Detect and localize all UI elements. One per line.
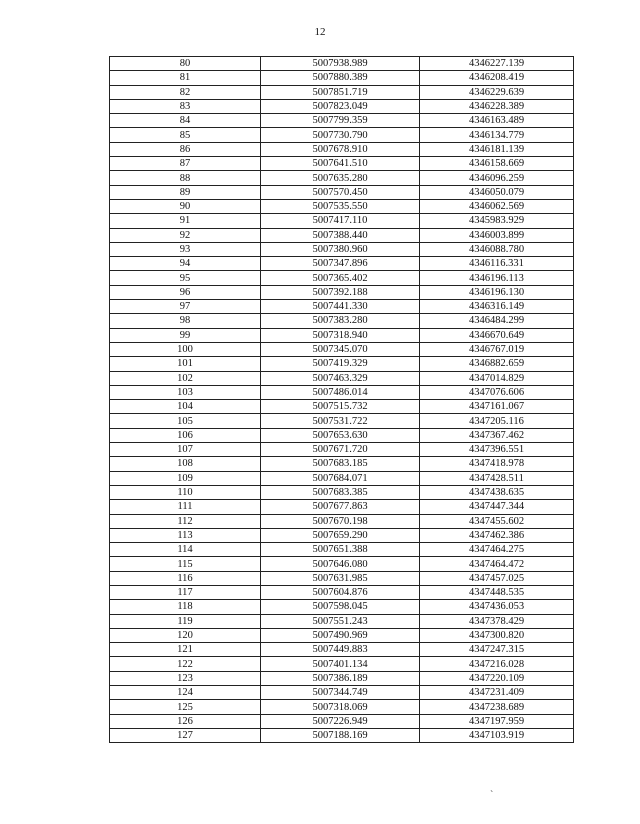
table-row — [110, 199, 574, 213]
x-coordinate-cell: 5007345.070 — [261, 342, 420, 356]
table-row — [110, 643, 574, 657]
table-row — [110, 457, 574, 471]
x-coordinate-cell: 5007799.359 — [261, 114, 420, 128]
point-number-cell: 82 — [110, 85, 261, 99]
point-number-cell: 80 — [110, 57, 261, 71]
point-number-cell: 101 — [110, 357, 261, 371]
point-number-cell: 107 — [110, 443, 261, 457]
y-coordinate-cell: 4347220.109 — [420, 671, 574, 685]
table-row — [110, 328, 574, 342]
point-number-cell: 120 — [110, 628, 261, 642]
table-row — [110, 357, 574, 371]
x-coordinate-cell: 5007598.045 — [261, 600, 420, 614]
y-coordinate-cell: 4346062.569 — [420, 199, 574, 213]
table-row — [110, 142, 574, 156]
y-coordinate-cell: 4347103.919 — [420, 728, 574, 742]
table-row — [110, 99, 574, 113]
x-coordinate-cell: 5007730.790 — [261, 128, 420, 142]
table-row — [110, 314, 574, 328]
point-number-cell: 110 — [110, 485, 261, 499]
table-row — [110, 114, 574, 128]
point-number-cell: 124 — [110, 686, 261, 700]
point-number-cell: 91 — [110, 214, 261, 228]
x-coordinate-cell: 5007678.910 — [261, 142, 420, 156]
y-coordinate-cell: 4347462.386 — [420, 528, 574, 542]
point-number-cell: 127 — [110, 728, 261, 742]
y-coordinate-cell: 4346316.149 — [420, 300, 574, 314]
y-coordinate-cell: 4346158.669 — [420, 157, 574, 171]
table-row — [110, 686, 574, 700]
point-number-cell: 87 — [110, 157, 261, 171]
point-number-cell: 119 — [110, 614, 261, 628]
table-row — [110, 242, 574, 256]
table-row — [110, 385, 574, 399]
x-coordinate-cell: 5007344.749 — [261, 686, 420, 700]
x-coordinate-cell: 5007684.071 — [261, 471, 420, 485]
table-row — [110, 57, 574, 71]
y-coordinate-cell: 4346181.139 — [420, 142, 574, 156]
table-row — [110, 71, 574, 85]
table-row — [110, 571, 574, 585]
y-coordinate-cell: 4347455.602 — [420, 514, 574, 528]
table-row — [110, 657, 574, 671]
y-coordinate-cell: 4346767.019 — [420, 342, 574, 356]
table-row — [110, 342, 574, 356]
x-coordinate-cell: 5007441.330 — [261, 300, 420, 314]
table-row — [110, 228, 574, 242]
y-coordinate-cell: 4346229.639 — [420, 85, 574, 99]
point-number-cell: 84 — [110, 114, 261, 128]
point-number-cell: 89 — [110, 185, 261, 199]
table-row — [110, 443, 574, 457]
footer-mark: ` — [490, 790, 494, 801]
y-coordinate-cell: 4347247.315 — [420, 643, 574, 657]
y-coordinate-cell: 4347076.606 — [420, 385, 574, 399]
y-coordinate-cell: 4346096.259 — [420, 171, 574, 185]
table-row — [110, 371, 574, 385]
y-coordinate-cell: 4347464.472 — [420, 557, 574, 571]
y-coordinate-cell: 4346670.649 — [420, 328, 574, 342]
point-number-cell: 121 — [110, 643, 261, 657]
y-coordinate-cell: 4347014.829 — [420, 371, 574, 385]
x-coordinate-cell: 5007659.290 — [261, 528, 420, 542]
y-coordinate-cell: 4347161.067 — [420, 400, 574, 414]
x-coordinate-cell: 5007401.134 — [261, 657, 420, 671]
point-number-cell: 83 — [110, 99, 261, 113]
point-number-cell: 86 — [110, 142, 261, 156]
point-number-cell: 111 — [110, 500, 261, 514]
x-coordinate-cell: 5007641.510 — [261, 157, 420, 171]
table-row — [110, 157, 574, 171]
point-number-cell: 88 — [110, 171, 261, 185]
x-coordinate-cell: 5007604.876 — [261, 585, 420, 599]
point-number-cell: 122 — [110, 657, 261, 671]
table-row — [110, 271, 574, 285]
x-coordinate-cell: 5007419.329 — [261, 357, 420, 371]
point-number-cell: 85 — [110, 128, 261, 142]
table-row — [110, 543, 574, 557]
x-coordinate-cell: 5007383.280 — [261, 314, 420, 328]
y-coordinate-cell: 4346050.079 — [420, 185, 574, 199]
point-number-cell: 96 — [110, 285, 261, 299]
point-number-cell: 123 — [110, 671, 261, 685]
y-coordinate-cell: 4347464.275 — [420, 543, 574, 557]
x-coordinate-cell: 5007463.329 — [261, 371, 420, 385]
table-row — [110, 514, 574, 528]
x-coordinate-cell: 5007851.719 — [261, 85, 420, 99]
table-row — [110, 428, 574, 442]
y-coordinate-cell: 4347438.635 — [420, 485, 574, 499]
point-number-cell: 102 — [110, 371, 261, 385]
y-coordinate-cell: 4346116.331 — [420, 257, 574, 271]
x-coordinate-cell: 5007388.440 — [261, 228, 420, 242]
x-coordinate-cell: 5007551.243 — [261, 614, 420, 628]
y-coordinate-cell: 4346882.659 — [420, 357, 574, 371]
y-coordinate-cell: 4347436.053 — [420, 600, 574, 614]
y-coordinate-cell: 4347238.689 — [420, 700, 574, 714]
page-number: 12 — [314, 26, 326, 38]
y-coordinate-cell: 4347457.025 — [420, 571, 574, 585]
point-number-cell: 103 — [110, 385, 261, 399]
y-coordinate-cell: 4346163.489 — [420, 114, 574, 128]
y-coordinate-cell: 4346003.899 — [420, 228, 574, 242]
x-coordinate-cell: 5007515.732 — [261, 400, 420, 414]
y-coordinate-cell: 4346088.780 — [420, 242, 574, 256]
table-row — [110, 714, 574, 728]
point-number-cell: 115 — [110, 557, 261, 571]
x-coordinate-cell: 5007683.185 — [261, 457, 420, 471]
y-coordinate-cell: 4345983.929 — [420, 214, 574, 228]
x-coordinate-cell: 5007318.940 — [261, 328, 420, 342]
y-coordinate-cell: 4347378.429 — [420, 614, 574, 628]
x-coordinate-cell: 5007226.949 — [261, 714, 420, 728]
x-coordinate-cell: 5007417.110 — [261, 214, 420, 228]
x-coordinate-cell: 5007671.720 — [261, 443, 420, 457]
point-number-cell: 116 — [110, 571, 261, 585]
point-number-cell: 113 — [110, 528, 261, 542]
point-number-cell: 112 — [110, 514, 261, 528]
point-number-cell: 106 — [110, 428, 261, 442]
table-row — [110, 614, 574, 628]
table-row — [110, 400, 574, 414]
table-row — [110, 485, 574, 499]
point-number-cell: 100 — [110, 342, 261, 356]
x-coordinate-cell: 5007535.550 — [261, 199, 420, 213]
y-coordinate-cell: 4346228.389 — [420, 99, 574, 113]
point-number-cell: 97 — [110, 300, 261, 314]
x-coordinate-cell: 5007631.985 — [261, 571, 420, 585]
point-number-cell: 93 — [110, 242, 261, 256]
table-row — [110, 585, 574, 599]
point-number-cell: 109 — [110, 471, 261, 485]
y-coordinate-cell: 4347367.462 — [420, 428, 574, 442]
y-coordinate-cell: 4346484.299 — [420, 314, 574, 328]
table-row — [110, 528, 574, 542]
coordinates-table-body — [110, 57, 574, 743]
y-coordinate-cell: 4347205.116 — [420, 414, 574, 428]
table-row — [110, 700, 574, 714]
table-row — [110, 414, 574, 428]
x-coordinate-cell: 5007938.989 — [261, 57, 420, 71]
point-number-cell: 99 — [110, 328, 261, 342]
x-coordinate-cell: 5007880.389 — [261, 71, 420, 85]
x-coordinate-cell: 5007646.080 — [261, 557, 420, 571]
x-coordinate-cell: 5007449.883 — [261, 643, 420, 657]
point-number-cell: 81 — [110, 71, 261, 85]
table-row — [110, 628, 574, 642]
point-number-cell: 94 — [110, 257, 261, 271]
point-number-cell: 92 — [110, 228, 261, 242]
y-coordinate-cell: 4346208.419 — [420, 71, 574, 85]
y-coordinate-cell: 4346196.130 — [420, 285, 574, 299]
point-number-cell: 104 — [110, 400, 261, 414]
y-coordinate-cell: 4347231.409 — [420, 686, 574, 700]
x-coordinate-cell: 5007570.450 — [261, 185, 420, 199]
x-coordinate-cell: 5007653.630 — [261, 428, 420, 442]
x-coordinate-cell: 5007531.722 — [261, 414, 420, 428]
x-coordinate-cell: 5007635.280 — [261, 171, 420, 185]
y-coordinate-cell: 4347216.028 — [420, 657, 574, 671]
x-coordinate-cell: 5007677.863 — [261, 500, 420, 514]
table-row — [110, 185, 574, 199]
coordinates-table — [109, 56, 574, 743]
y-coordinate-cell: 4346196.113 — [420, 271, 574, 285]
point-number-cell: 90 — [110, 199, 261, 213]
table-row — [110, 85, 574, 99]
x-coordinate-cell: 5007380.960 — [261, 242, 420, 256]
y-coordinate-cell: 4347447.344 — [420, 500, 574, 514]
table-row — [110, 671, 574, 685]
table-row — [110, 214, 574, 228]
table-row — [110, 171, 574, 185]
point-number-cell: 117 — [110, 585, 261, 599]
x-coordinate-cell: 5007490.969 — [261, 628, 420, 642]
table-row — [110, 500, 574, 514]
y-coordinate-cell: 4347197.959 — [420, 714, 574, 728]
x-coordinate-cell: 5007392.188 — [261, 285, 420, 299]
table-row — [110, 285, 574, 299]
table-row — [110, 128, 574, 142]
x-coordinate-cell: 5007386.189 — [261, 671, 420, 685]
x-coordinate-cell: 5007683.385 — [261, 485, 420, 499]
point-number-cell: 114 — [110, 543, 261, 557]
x-coordinate-cell: 5007347.896 — [261, 257, 420, 271]
point-number-cell: 118 — [110, 600, 261, 614]
table-row — [110, 300, 574, 314]
x-coordinate-cell: 5007486.014 — [261, 385, 420, 399]
point-number-cell: 98 — [110, 314, 261, 328]
y-coordinate-cell: 4346227.139 — [420, 57, 574, 71]
x-coordinate-cell: 5007188.169 — [261, 728, 420, 742]
table-row — [110, 600, 574, 614]
table-row — [110, 728, 574, 742]
table-row — [110, 557, 574, 571]
x-coordinate-cell: 5007365.402 — [261, 271, 420, 285]
y-coordinate-cell: 4347396.551 — [420, 443, 574, 457]
point-number-cell: 108 — [110, 457, 261, 471]
table-row — [110, 471, 574, 485]
point-number-cell: 126 — [110, 714, 261, 728]
y-coordinate-cell: 4347448.535 — [420, 585, 574, 599]
point-number-cell: 125 — [110, 700, 261, 714]
y-coordinate-cell: 4346134.779 — [420, 128, 574, 142]
point-number-cell: 95 — [110, 271, 261, 285]
x-coordinate-cell: 5007651.388 — [261, 543, 420, 557]
y-coordinate-cell: 4347428.511 — [420, 471, 574, 485]
y-coordinate-cell: 4347300.820 — [420, 628, 574, 642]
point-number-cell: 105 — [110, 414, 261, 428]
x-coordinate-cell: 5007670.198 — [261, 514, 420, 528]
x-coordinate-cell: 5007823.049 — [261, 99, 420, 113]
y-coordinate-cell: 4347418.978 — [420, 457, 574, 471]
x-coordinate-cell: 5007318.069 — [261, 700, 420, 714]
table-row — [110, 257, 574, 271]
